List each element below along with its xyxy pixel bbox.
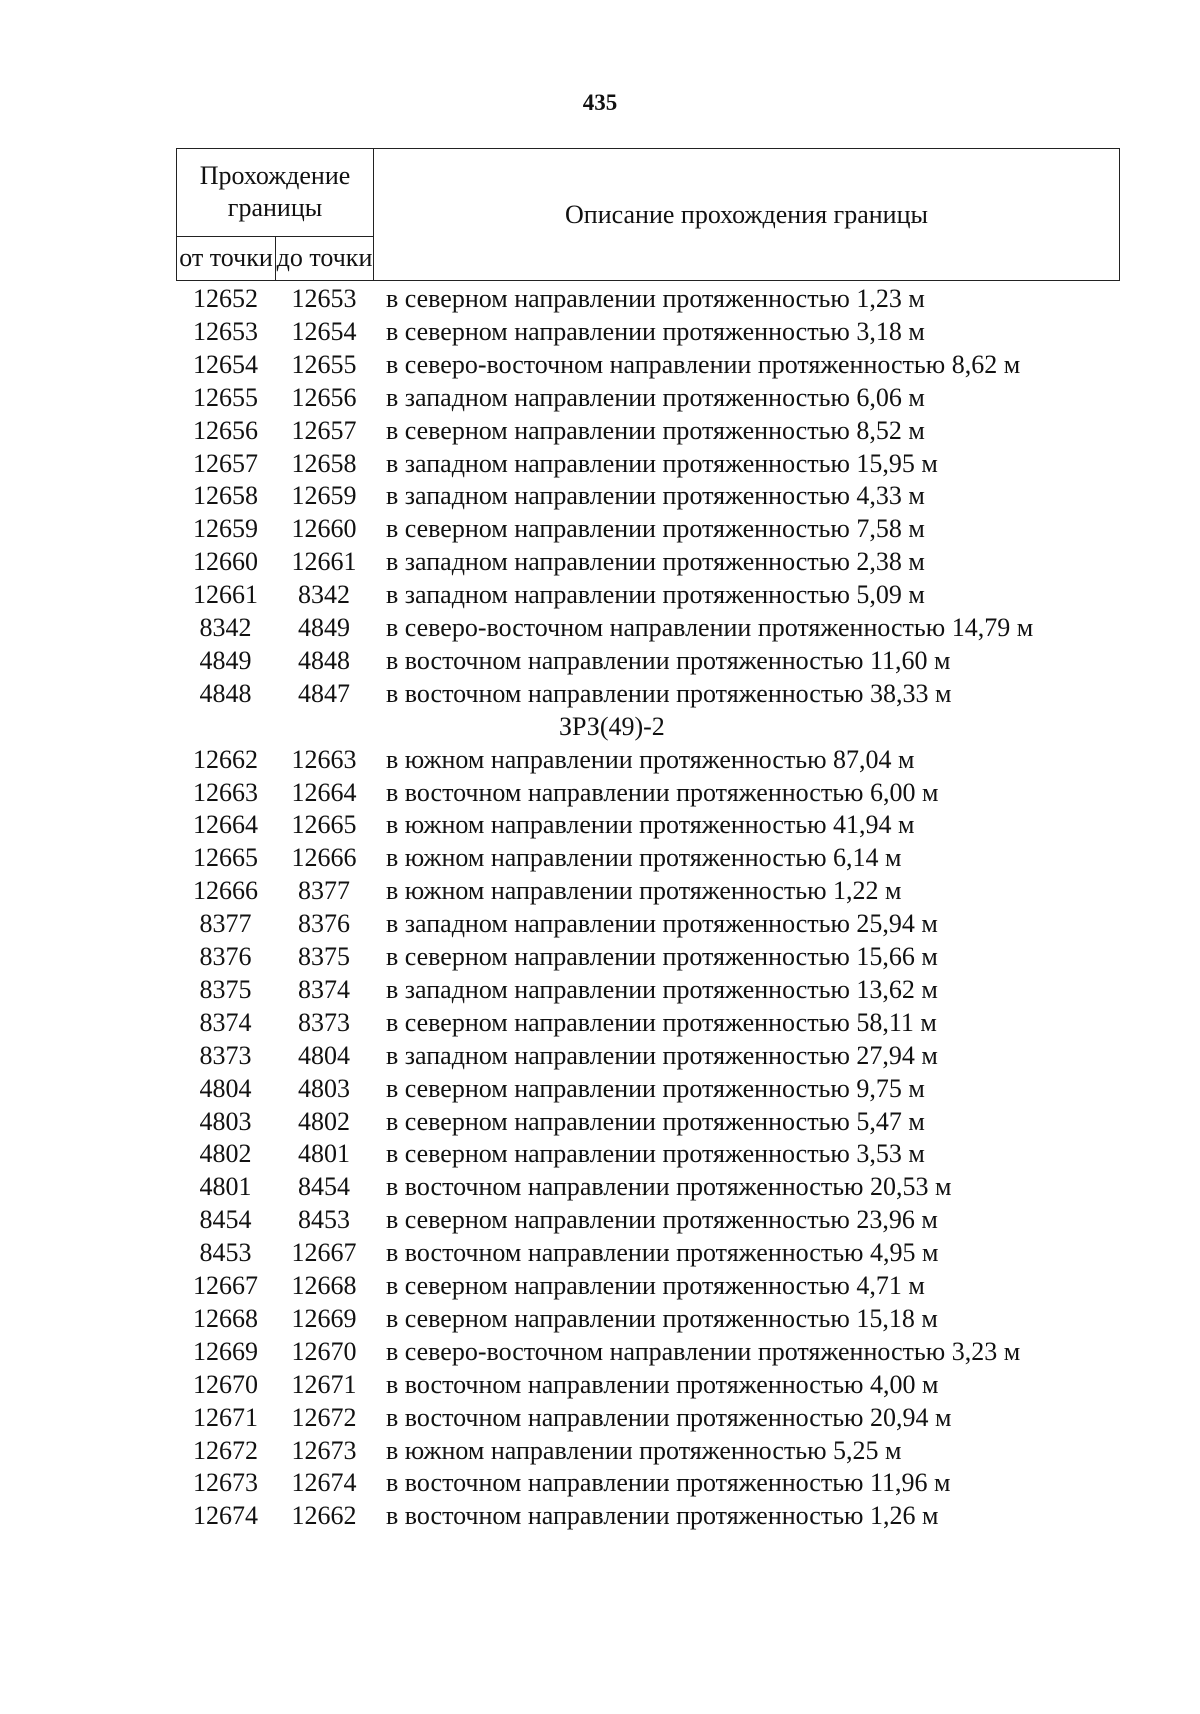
header-description: Описание прохождения границы <box>374 149 1120 281</box>
description-cell: в западном направлении протяженностью 6,06 м <box>386 382 925 412</box>
to-point-cell: 12656 <box>291 382 357 412</box>
to-point-cell: 12662 <box>291 1501 357 1531</box>
to-point-cell: 12668 <box>291 1271 357 1300</box>
from-point-cell: 8373 <box>199 1040 252 1070</box>
to-point-cell: 12653 <box>291 284 357 313</box>
from-point-cell: 12661 <box>193 580 258 610</box>
description-cell: в западном направлении протяженностью 25,94 м <box>386 909 938 939</box>
table-row <box>0 1401 1200 1434</box>
from-point-cell: 12659 <box>193 514 258 544</box>
table-row <box>0 1302 1200 1335</box>
table-row <box>0 348 1200 381</box>
to-point-cell: 12661 <box>291 547 357 577</box>
table-row <box>0 282 1200 315</box>
to-point-cell: 12654 <box>291 316 357 346</box>
table-row <box>0 743 1200 776</box>
from-point-cell: 4801 <box>199 1172 252 1202</box>
from-point-cell: 4849 <box>199 645 252 675</box>
to-point-cell: 12657 <box>291 415 357 445</box>
header-to-point: до точки <box>276 236 374 280</box>
from-point-cell: 8375 <box>199 974 252 1004</box>
description-cell: в южном направлении протяженностью 87,04 м <box>386 744 915 774</box>
from-point-cell: 8454 <box>199 1205 252 1235</box>
description-cell: в северном направлении протяженностью 3,18 м <box>386 316 925 346</box>
table-row <box>0 1137 1200 1170</box>
to-point-cell: 8377 <box>298 876 350 906</box>
table-row <box>0 1072 1200 1105</box>
to-point-cell: 12655 <box>291 349 357 379</box>
description-cell: в южном направлении протяженностью 41,94 м <box>386 810 915 840</box>
to-point-cell: 4804 <box>298 1040 350 1070</box>
to-point-cell: 12663 <box>291 744 357 774</box>
page-number: 435 <box>582 90 618 115</box>
description-cell: в южном направлении протяженностью 1,22 м <box>386 876 902 906</box>
table-row <box>0 512 1200 545</box>
table-row <box>0 644 1200 677</box>
from-point-cell: 4803 <box>199 1106 252 1136</box>
description-cell: в северном направлении протяженностью 58,11 м <box>386 1007 937 1037</box>
from-point-cell: 12656 <box>193 415 258 445</box>
to-point-cell: 8454 <box>298 1172 350 1202</box>
table-row <box>0 973 1200 1006</box>
to-point-cell: 8376 <box>298 909 350 939</box>
to-point-cell: 8342 <box>298 580 350 610</box>
description-cell: в северном направлении протяженностью 9,75 м <box>386 1073 925 1103</box>
from-point-cell: 4848 <box>199 678 252 708</box>
table-row <box>0 611 1200 644</box>
description-cell: в восточном направлении протяженностью 20,53 м <box>386 1172 952 1202</box>
from-point-cell: 12674 <box>193 1501 258 1531</box>
table-row <box>0 1105 1200 1138</box>
description-cell: в западном направлении протяженностью 4,33 м <box>386 481 925 511</box>
to-point-cell: 4803 <box>298 1073 350 1103</box>
from-point-cell: 12658 <box>193 481 258 511</box>
table-row <box>0 874 1200 907</box>
description-cell: в северном направлении протяженностью 15,66 м <box>386 942 938 971</box>
to-point-cell: 12669 <box>291 1303 357 1333</box>
from-point-cell: 12654 <box>193 349 258 379</box>
table-row <box>0 1170 1200 1203</box>
description-cell: в западном направлении протяженностью 2,38 м <box>386 547 925 577</box>
to-point-cell: 12670 <box>291 1336 357 1366</box>
description-cell: в северном направлении протяженностью 23,96 м <box>386 1205 938 1235</box>
from-point-cell: 8377 <box>199 909 252 939</box>
description-cell: в северном направлении протяженностью 8,52 м <box>386 415 925 445</box>
to-point-cell: 12660 <box>291 514 357 544</box>
section-label-zrz-49-2: ЗРЗ(49)-2 <box>559 711 665 741</box>
from-point-cell: 12670 <box>193 1369 258 1399</box>
from-point-cell: 12672 <box>193 1435 258 1465</box>
description-cell: в восточном направлении протяженностью 4,95 м <box>386 1238 939 1268</box>
description-cell: в северном направлении протяженностью 4,71 м <box>386 1271 925 1300</box>
table-row <box>0 1269 1200 1302</box>
description-cell: в западном направлении протяженностью 27,94 м <box>386 1040 938 1070</box>
from-point-cell: 12662 <box>193 744 258 774</box>
header-from-point: от точки <box>177 236 276 280</box>
description-cell: в восточном направлении протяженностью 1,26 м <box>386 1501 939 1531</box>
to-point-cell: 12671 <box>291 1369 357 1399</box>
from-point-cell: 8376 <box>199 942 252 971</box>
to-point-cell: 8453 <box>298 1205 350 1235</box>
to-point-cell: 12674 <box>291 1468 357 1498</box>
from-point-cell: 8453 <box>199 1238 252 1268</box>
to-point-cell: 12664 <box>291 777 357 807</box>
to-point-cell: 12672 <box>291 1402 357 1432</box>
table-row <box>0 1368 1200 1401</box>
table-row <box>0 1236 1200 1269</box>
description-cell: в западном направлении протяженностью 5,09 м <box>386 580 925 610</box>
from-point-cell: 12664 <box>193 810 258 840</box>
table-row <box>0 940 1200 973</box>
table-row <box>0 907 1200 940</box>
from-point-cell: 12655 <box>193 382 258 412</box>
to-point-cell: 12667 <box>291 1238 357 1268</box>
table-row <box>0 677 1200 710</box>
from-point-cell: 4802 <box>199 1139 252 1169</box>
to-point-cell: 12673 <box>291 1435 357 1465</box>
from-point-cell: 12667 <box>193 1271 258 1300</box>
from-point-cell: 12666 <box>193 876 258 906</box>
description-cell: в южном направлении протяженностью 5,25 м <box>386 1435 902 1465</box>
table-row <box>0 578 1200 611</box>
to-point-cell: 4802 <box>298 1106 350 1136</box>
description-cell: в северном направлении протяженностью 7,58 м <box>386 514 925 544</box>
table-row <box>0 381 1200 414</box>
from-point-cell: 12663 <box>193 777 258 807</box>
from-point-cell: 12652 <box>193 284 258 313</box>
description-cell: в северном направлении протяженностью 1,23 м <box>386 284 925 313</box>
from-point-cell: 8374 <box>199 1007 252 1037</box>
description-cell: в северо-восточном направлении протяженностью 3,23 м <box>386 1336 1021 1366</box>
from-point-cell: 12665 <box>193 843 258 873</box>
from-point-cell: 12671 <box>193 1402 258 1432</box>
table-row <box>0 776 1200 809</box>
from-point-cell: 12660 <box>193 547 258 577</box>
description-cell: в северо-восточном направлении протяженностью 14,79 м <box>386 613 1034 642</box>
table-row <box>0 315 1200 348</box>
table-row <box>0 1039 1200 1072</box>
description-cell: в южном направлении протяженностью 6,14 м <box>386 843 902 873</box>
description-cell: в северном направлении протяженностью 5,47 м <box>386 1106 925 1136</box>
table-row <box>0 1434 1200 1467</box>
from-point-cell: 12669 <box>193 1336 258 1366</box>
table-row <box>0 1466 1200 1499</box>
description-cell: в восточном направлении протяженностью 11,96 м <box>386 1468 951 1498</box>
from-point-cell: 12657 <box>193 448 258 478</box>
to-point-cell: 12659 <box>291 481 357 511</box>
header-boundary-passage: Прохождение границы <box>177 149 374 237</box>
from-point-cell: 12673 <box>193 1468 258 1498</box>
description-cell: в северном направлении протяженностью 3,53 м <box>386 1139 925 1169</box>
description-cell: в восточном направлении протяженностью 6,00 м <box>386 777 939 807</box>
description-cell: в западном направлении протяженностью 13,62 м <box>386 974 938 1004</box>
table-row <box>0 1499 1200 1532</box>
from-point-cell: 8342 <box>199 613 252 642</box>
description-cell: в восточном направлении протяженностью 11,60 м <box>386 645 951 675</box>
table-row <box>0 1203 1200 1236</box>
from-point-cell: 12668 <box>193 1303 258 1333</box>
description-cell: в восточном направлении протяженностью 38,33 м <box>386 678 952 708</box>
to-point-cell: 12665 <box>291 810 357 840</box>
description-cell: в северном направлении протяженностью 15,18 м <box>386 1303 938 1333</box>
to-point-cell: 8373 <box>298 1007 350 1037</box>
table-row <box>0 545 1200 578</box>
to-point-cell: 4847 <box>298 678 350 708</box>
to-point-cell: 8375 <box>298 942 350 971</box>
table-row <box>0 808 1200 841</box>
description-cell: в западном направлении протяженностью 15,95 м <box>386 448 938 478</box>
table-header <box>176 148 1120 281</box>
description-cell: в восточном направлении протяженностью 20,94 м <box>386 1402 952 1432</box>
table-row <box>0 1006 1200 1039</box>
to-point-cell: 12666 <box>291 843 357 873</box>
to-point-cell: 8374 <box>298 974 350 1004</box>
from-point-cell: 4804 <box>199 1073 252 1103</box>
description-cell: в восточном направлении протяженностью 4,00 м <box>386 1369 939 1399</box>
table-row <box>0 479 1200 512</box>
to-point-cell: 4848 <box>298 645 350 675</box>
to-point-cell: 4801 <box>298 1139 350 1169</box>
description-cell: в северо-восточном направлении протяженностью 8,62 м <box>386 349 1021 379</box>
to-point-cell: 4849 <box>298 613 350 642</box>
table-row <box>0 447 1200 480</box>
table-row <box>0 841 1200 874</box>
to-point-cell: 12658 <box>291 448 357 478</box>
from-point-cell: 12653 <box>193 316 258 346</box>
table-row <box>0 1335 1200 1368</box>
table-row <box>0 414 1200 447</box>
